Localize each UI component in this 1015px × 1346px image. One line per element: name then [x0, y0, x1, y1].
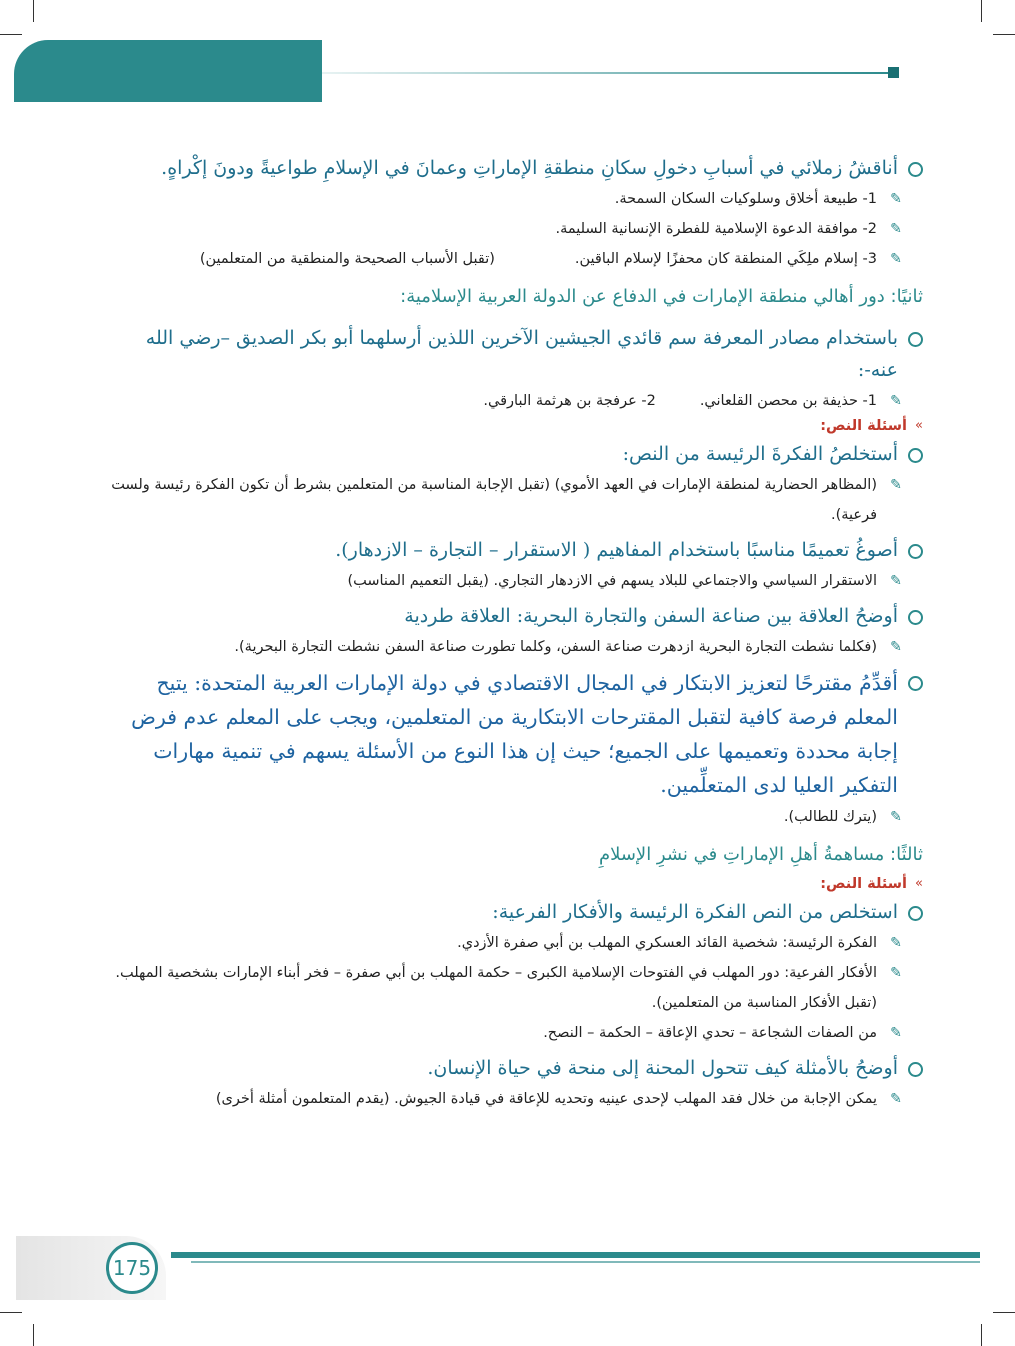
answer-main: 2- موافقة الدعوة الإسلامية للفطرة الإنسانية السليمة. — [555, 221, 877, 237]
pencil-check-icon: ✎ — [890, 935, 902, 951]
pencil-check-icon: ✎ — [890, 191, 902, 207]
circle-bullet-icon — [908, 1062, 923, 1077]
question-text: استخلص من النص الفكرة الرئيسة والأفكار الفرعية: — [492, 901, 898, 923]
answer-text — [555, 214, 877, 244]
question-text: أستخلصُ الفكرةَ الرئيسة من النص: — [622, 443, 898, 465]
pencil-check-icon: ✎ — [890, 477, 902, 493]
answer-note: 2- عرفجة بن هرثمة البارقي. — [483, 393, 656, 409]
answer-main: الاستقرار السياسي والاجتماعي للبلاد يسهم في الازدهار التجاري. (يقبل التعميم المناسب) — [347, 573, 877, 589]
answer-note: (تقبل الأسباب الصحيحة والمنطقية من المتعلمين) — [199, 251, 495, 267]
answer-main: (فكلما نشطت التجارة البحرية ازدهرت صناعة السفن، وكلما تطورت صناعة السفن نشطت التجارة البحرية). — [234, 639, 877, 655]
question-row — [104, 148, 923, 184]
header-rule — [322, 72, 892, 74]
footer-rule — [171, 1252, 980, 1258]
page-number: 175 — [106, 1242, 158, 1294]
raquo-icon: » — [915, 418, 923, 433]
question-text: أقدِّمُ مقترحًا لتعزيز الابتكار في المجال الاقتصادي في دولة الإمارات العربية المتحدة: يتيح المعلم فرصة كافية لتقبل المقترحات الابتكارية من المتعلمين، ويجب على المعلم عدم فرض إجابة محددة وتعميمها على الجميع؛ حيث إن هذا النوع من الأسئلة يسهم في تنمية مهارات التفكير العليا لدى المتعلِّمين. — [131, 671, 898, 797]
answer-text — [784, 802, 877, 832]
section-heading: ثانيًا: دور أهالي منطقة الإمارات في الدفاع عن الدولة العربية الإسلامية: — [400, 286, 923, 307]
answer-row — [104, 566, 905, 596]
text-questions-label: أسئلة النص: — [820, 418, 908, 434]
answer-row — [104, 470, 905, 530]
circle-bullet-icon — [908, 162, 923, 177]
crop-mark — [0, 1312, 22, 1313]
header-tab — [14, 40, 322, 102]
pencil-check-icon: ✎ — [890, 393, 902, 409]
text-questions-label-row — [104, 418, 923, 434]
answer-row — [104, 958, 905, 1018]
question-row — [104, 662, 923, 802]
question-row — [104, 892, 923, 928]
answer-row — [104, 928, 905, 958]
raquo-icon: » — [915, 876, 923, 891]
pencil-check-icon: ✎ — [890, 1091, 902, 1107]
answer-text — [200, 244, 877, 274]
question-text: أناقشُ زملائي في أسبابِ دخولِ سكانِ منطقةِ الإماراتِ وعمانَ في الإسلامِ طواعيةً ودونَ إكْراهٍ. — [161, 157, 898, 179]
footer-rule-thin — [191, 1261, 980, 1263]
answer-main: الفكرة الرئيسة: شخصية القائد العسكري المهلب بن أبي صفرة الأزدي. — [457, 935, 877, 951]
answer-row — [104, 244, 905, 274]
answer-main: (يترك للطالب). — [783, 809, 877, 825]
pencil-check-icon: ✎ — [890, 809, 902, 825]
answer-text — [483, 386, 877, 416]
answer-row — [104, 1018, 905, 1048]
answer-row — [104, 802, 905, 832]
answer-main: 1- طبيعة أخلاق وسلوكيات السكان السمحة. — [614, 191, 877, 207]
pencil-check-icon: ✎ — [890, 639, 902, 655]
pencil-check-icon: ✎ — [890, 1025, 902, 1041]
question-row — [104, 1048, 923, 1084]
text-questions-label: أسئلة النص: — [820, 876, 908, 892]
answer-text — [615, 184, 877, 214]
answer-main: من الصفات الشجاعة – تحدي الإعاقة – الحكمة – النصح. — [543, 1025, 877, 1041]
page-footer — [16, 1236, 986, 1302]
question-row — [104, 530, 923, 566]
answer-main: الأفكار الفرعية: دور المهلب في الفتوحات الإسلامية الكبرى – حكمة المهلب بن أبي صفرة – فخر أبناء الإمارات بشخصية المهلب. (تقبل الأفكار المناسبة من المتعلمين). — [115, 965, 877, 1011]
answer-row — [104, 214, 905, 244]
question-row — [104, 596, 923, 632]
crop-mark — [993, 34, 1015, 35]
question-row — [104, 318, 923, 386]
crop-mark — [33, 1324, 34, 1346]
crop-mark — [981, 0, 982, 22]
question-text: أوضحُ العلاقة بين صناعة السفن والتجارة البحرية: العلاقة طردية — [404, 605, 898, 627]
answer-row — [104, 386, 905, 416]
page-content — [104, 148, 923, 1114]
circle-bullet-icon — [908, 906, 923, 921]
answer-text — [104, 958, 877, 1018]
answer-row — [104, 1084, 905, 1114]
answer-text — [543, 1018, 877, 1048]
crop-mark — [993, 1312, 1015, 1313]
answer-text — [216, 1084, 877, 1114]
answer-text — [347, 566, 877, 596]
crop-mark — [0, 34, 22, 35]
question-text: أصوغُ تعميمًا مناسبًا باستخدام المفاهيم ( الاستقرار – التجارة – الازدهار). — [335, 539, 898, 561]
answer-text — [234, 632, 877, 662]
text-questions-label-row — [104, 876, 923, 892]
answer-main: 1- حذيفة بن محصن القلعاني. — [699, 393, 877, 409]
answer-main: 3- إسلام ملِكَي المنطقة كان محفزًا لإسلام الباقين. — [574, 251, 877, 267]
circle-bullet-icon — [908, 610, 923, 625]
circle-bullet-icon — [908, 544, 923, 559]
question-text: أوضحُ بالأمثلة كيف تتحول المحنة إلى منحة في حياة الإنسان. — [427, 1057, 898, 1079]
pencil-check-icon: ✎ — [890, 573, 902, 589]
circle-bullet-icon — [908, 332, 923, 347]
crop-mark — [33, 0, 34, 22]
answer-text — [457, 928, 877, 958]
pencil-check-icon: ✎ — [890, 221, 902, 237]
answer-row — [104, 184, 905, 214]
header-square — [888, 67, 899, 78]
pencil-check-icon: ✎ — [890, 251, 902, 267]
answer-row — [104, 632, 905, 662]
pencil-check-icon: ✎ — [890, 965, 902, 981]
answer-main: (المظاهر الحضارية لمنطقة الإمارات في العهد الأموي) (تقبل الإجابة المناسبة من المتعلمين بشرط أن تكون الفكرة رئيسة ولست فرعية). — [111, 477, 877, 523]
crop-mark — [981, 1324, 982, 1346]
circle-bullet-icon — [908, 448, 923, 463]
question-row — [104, 434, 923, 470]
section-heading: ثالثًا: مساهمةُ أهلِ الإماراتِ في نشرِ الإسلامِ — [598, 844, 923, 865]
answer-text — [104, 470, 877, 530]
answer-main: يمكن الإجابة من خلال فقد المهلب لإحدى عينيه وتحديه للإعاقة في قيادة الجيوش. (يقدم المتعلمون أمثلة أخرى) — [215, 1091, 877, 1107]
circle-bullet-icon — [908, 676, 923, 691]
question-text: باستخدام مصادر المعرفة سم قائدي الجيشين الآخرين اللذين أرسلهما أبو بكر الصديق –رضي الله عنه-: — [145, 327, 898, 381]
